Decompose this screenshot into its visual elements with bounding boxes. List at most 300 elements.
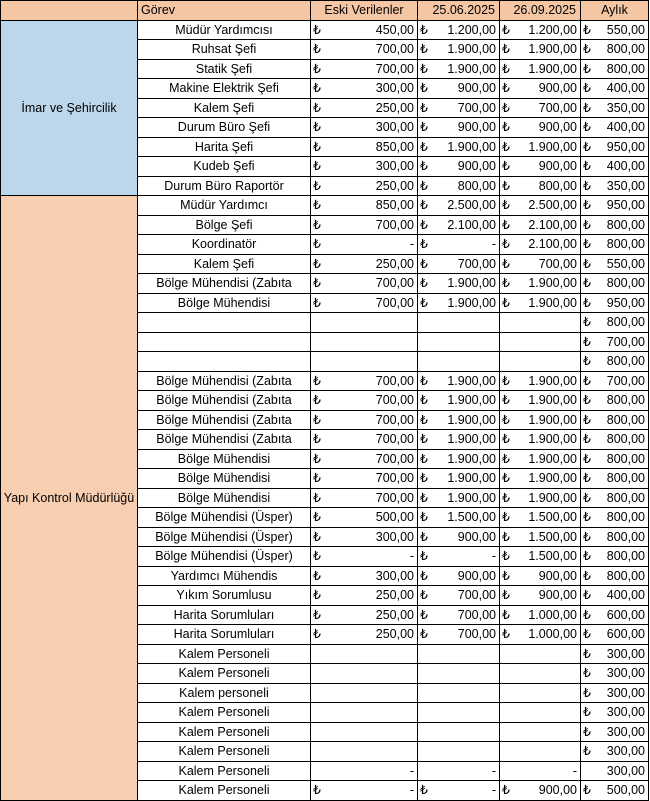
aylik-cell	[581, 430, 649, 450]
amount-value: 800,00	[606, 529, 645, 544]
eski-cell	[311, 313, 418, 333]
currency-symbol: ₺	[583, 783, 591, 798]
amount-value: 1.900,00	[447, 393, 496, 408]
eski-cell	[311, 742, 418, 762]
currency-symbol: ₺	[502, 276, 510, 291]
aylik-cell	[581, 79, 649, 99]
amount-value: 400,00	[606, 120, 645, 135]
amount-value: 2.500,00	[528, 198, 577, 213]
eski-cell	[311, 644, 418, 664]
aylik-cell	[581, 781, 649, 801]
position-cell: Bölge Mühendisi (Üsper)	[138, 508, 311, 528]
eski-cell	[311, 98, 418, 118]
currency-symbol: ₺	[420, 276, 428, 291]
d1-cell	[418, 488, 500, 508]
aylik-cell	[581, 137, 649, 157]
currency-symbol: ₺	[583, 354, 591, 369]
eski-cell	[311, 781, 418, 801]
amount-value: 2.100,00	[528, 237, 577, 252]
amount-value: 300,00	[606, 685, 645, 700]
currency-symbol: ₺	[502, 61, 510, 76]
currency-symbol: ₺	[313, 295, 321, 310]
amount-value: 400,00	[606, 159, 645, 174]
amount-value: 1.500,00	[528, 510, 577, 525]
amount-value: 950,00	[606, 198, 645, 213]
eski-cell	[311, 722, 418, 742]
d2-cell	[500, 391, 581, 411]
d1-cell	[418, 293, 500, 313]
eski-cell	[311, 508, 418, 528]
currency-symbol: ₺	[420, 588, 428, 603]
d1-cell	[418, 605, 500, 625]
amount-value: 700,00	[606, 334, 645, 349]
amount-value: 500,00	[375, 510, 414, 525]
department-cell: İmar ve Şehircilik	[1, 20, 138, 196]
currency-symbol: ₺	[583, 178, 591, 193]
amount-value: 250,00	[375, 100, 414, 115]
currency-symbol: ₺	[420, 159, 428, 174]
currency-symbol: ₺	[502, 529, 510, 544]
table-row	[1, 20, 649, 40]
d1-cell	[418, 664, 500, 684]
currency-symbol: ₺	[420, 61, 428, 76]
currency-symbol: ₺	[313, 217, 321, 232]
eski-cell	[311, 410, 418, 430]
amount-value: 1.900,00	[528, 42, 577, 57]
amount-value: 250,00	[375, 256, 414, 271]
aylik-cell	[581, 196, 649, 216]
position-cell: Harita Şefi	[138, 137, 311, 157]
currency-symbol: ₺	[583, 568, 591, 583]
currency-symbol: ₺	[583, 334, 591, 349]
position-cell: Yıkım Sorumlusu	[138, 586, 311, 606]
amount-value: 1.500,00	[528, 549, 577, 564]
eski-cell	[311, 254, 418, 274]
currency-symbol: ₺	[502, 510, 510, 525]
d2-cell	[500, 235, 581, 255]
eski-cell	[311, 761, 418, 781]
eski-cell	[311, 157, 418, 177]
amount-value: -	[491, 783, 496, 798]
currency-symbol: ₺	[502, 783, 510, 798]
currency-symbol: ₺	[313, 61, 321, 76]
currency-symbol: ₺	[583, 100, 591, 115]
currency-symbol: ₺	[583, 315, 591, 330]
currency-symbol: ₺	[313, 783, 321, 798]
d1-cell	[418, 391, 500, 411]
eski-cell	[311, 352, 418, 372]
amount-value: 700,00	[375, 432, 414, 447]
currency-symbol: ₺	[502, 217, 510, 232]
currency-symbol: ₺	[502, 198, 510, 213]
d2-cell	[500, 40, 581, 60]
currency-symbol: ₺	[502, 393, 510, 408]
header-gorev: Görev	[138, 1, 311, 21]
aylik-cell	[581, 449, 649, 469]
d1-cell	[418, 644, 500, 664]
currency-symbol: ₺	[313, 120, 321, 135]
amount-value: 700,00	[375, 42, 414, 57]
amount-value: 800,00	[606, 510, 645, 525]
d2-cell	[500, 293, 581, 313]
aylik-cell	[581, 566, 649, 586]
d2-cell	[500, 196, 581, 216]
currency-symbol: ₺	[420, 412, 428, 427]
position-cell: Kalem Personeli	[138, 664, 311, 684]
currency-symbol: ₺	[420, 607, 428, 622]
eski-cell	[311, 176, 418, 196]
position-cell: Bölge Mühendisi	[138, 469, 311, 489]
amount-value: 700,00	[375, 471, 414, 486]
position-cell: Kalem Personeli	[138, 742, 311, 762]
eski-cell	[311, 469, 418, 489]
amount-value: 700,00	[375, 217, 414, 232]
eski-cell	[311, 293, 418, 313]
position-cell: Harita Sorumluları	[138, 625, 311, 645]
amount-value: 700,00	[457, 588, 496, 603]
currency-symbol: ₺	[420, 549, 428, 564]
amount-value: 900,00	[457, 529, 496, 544]
currency-symbol: ₺	[502, 139, 510, 154]
currency-symbol: ₺	[583, 724, 591, 739]
amount-value: -	[491, 549, 496, 564]
aylik-cell	[581, 313, 649, 333]
d2-cell	[500, 79, 581, 99]
aylik-cell	[581, 59, 649, 79]
amount-value: 800,00	[606, 471, 645, 486]
d1-cell	[418, 683, 500, 703]
d1-cell	[418, 157, 500, 177]
aylik-cell	[581, 644, 649, 664]
eski-cell	[311, 586, 418, 606]
currency-symbol: ₺	[313, 256, 321, 271]
amount-value: 950,00	[606, 295, 645, 310]
aylik-cell	[581, 40, 649, 60]
currency-symbol: ₺	[313, 276, 321, 291]
currency-symbol: ₺	[583, 295, 591, 310]
d2-cell	[500, 254, 581, 274]
currency-symbol: ₺	[583, 412, 591, 427]
currency-symbol: ₺	[420, 198, 428, 213]
currency-symbol: ₺	[583, 744, 591, 759]
amount-value: 800,00	[606, 432, 645, 447]
currency-symbol: ₺	[313, 42, 321, 57]
currency-symbol: ₺	[583, 490, 591, 505]
aylik-cell	[581, 625, 649, 645]
currency-symbol: ₺	[420, 120, 428, 135]
position-cell: Ruhsat Şefi	[138, 40, 311, 60]
d1-cell	[418, 566, 500, 586]
d1-cell	[418, 254, 500, 274]
currency-symbol: ₺	[502, 451, 510, 466]
amount-value: 700,00	[375, 276, 414, 291]
currency-symbol: ₺	[420, 256, 428, 271]
d1-cell	[418, 703, 500, 723]
currency-symbol: ₺	[583, 685, 591, 700]
position-cell: Statik Şefi	[138, 59, 311, 79]
amount-value: 700,00	[538, 100, 577, 115]
currency-symbol: ₺	[583, 198, 591, 213]
aylik-cell	[581, 742, 649, 762]
currency-symbol: ₺	[583, 588, 591, 603]
aylik-cell	[581, 274, 649, 294]
amount-value: 1.900,00	[528, 471, 577, 486]
currency-symbol: ₺	[583, 276, 591, 291]
amount-value: 1.900,00	[528, 61, 577, 76]
position-cell: Bölge Mühendisi	[138, 449, 311, 469]
position-cell	[138, 313, 311, 333]
amount-value: 900,00	[538, 159, 577, 174]
amount-value: 250,00	[375, 627, 414, 642]
aylik-cell	[581, 469, 649, 489]
aylik-cell	[581, 293, 649, 313]
aylik-cell	[581, 98, 649, 118]
currency-symbol: ₺	[583, 217, 591, 232]
d1-cell	[418, 215, 500, 235]
amount-value: 400,00	[606, 81, 645, 96]
amount-value: 2.100,00	[528, 217, 577, 232]
amount-value: 450,00	[375, 22, 414, 37]
amount-value: 1.900,00	[528, 139, 577, 154]
amount-value: 1.900,00	[447, 276, 496, 291]
currency-symbol: ₺	[313, 22, 321, 37]
currency-symbol: ₺	[420, 783, 428, 798]
amount-value: 1.900,00	[447, 42, 496, 57]
currency-symbol: ₺	[420, 237, 428, 252]
position-cell: Kalem Şefi	[138, 98, 311, 118]
aylik-cell	[581, 176, 649, 196]
currency-symbol: ₺	[313, 393, 321, 408]
amount-value: 700,00	[457, 627, 496, 642]
amount-value: 1.900,00	[447, 432, 496, 447]
aylik-cell	[581, 508, 649, 528]
amount-value: 1.900,00	[447, 471, 496, 486]
position-cell: Müdür Yardımcısı	[138, 20, 311, 40]
amount-value: 800,00	[606, 568, 645, 583]
amount-value: -	[409, 237, 414, 252]
d2-cell	[500, 469, 581, 489]
d2-cell	[500, 605, 581, 625]
position-cell: Kalem Personeli	[138, 781, 311, 801]
amount-value: 1.200,00	[447, 22, 496, 37]
currency-symbol: ₺	[583, 607, 591, 622]
eski-cell	[311, 59, 418, 79]
currency-symbol: ₺	[583, 646, 591, 661]
currency-symbol: ₺	[313, 568, 321, 583]
currency-symbol: ₺	[420, 627, 428, 642]
amount-value: 1.900,00	[447, 451, 496, 466]
d1-cell	[418, 59, 500, 79]
amount-value: 1.900,00	[447, 139, 496, 154]
d2-cell	[500, 118, 581, 138]
currency-symbol: ₺	[313, 412, 321, 427]
currency-symbol: ₺	[583, 42, 591, 57]
position-cell: Bölge Mühendisi (Zabıta	[138, 274, 311, 294]
currency-symbol: ₺	[583, 471, 591, 486]
eski-cell	[311, 137, 418, 157]
position-cell: Bölge Mühendisi (Üsper)	[138, 547, 311, 567]
currency-symbol: ₺	[313, 432, 321, 447]
d2-cell	[500, 586, 581, 606]
table-row	[1, 196, 649, 216]
currency-symbol: ₺	[583, 432, 591, 447]
amount-value: 900,00	[538, 568, 577, 583]
currency-symbol: ₺	[583, 393, 591, 408]
currency-symbol: ₺	[583, 256, 591, 271]
currency-symbol: ₺	[583, 705, 591, 720]
currency-symbol: ₺	[502, 412, 510, 427]
amount-value: 800,00	[538, 178, 577, 193]
amount-value: 300,00	[606, 646, 645, 661]
position-cell: Bölge Mühendisi (Zabıta	[138, 391, 311, 411]
d1-cell	[418, 235, 500, 255]
d2-cell	[500, 430, 581, 450]
amount-value: 350,00	[606, 100, 645, 115]
currency-symbol: ₺	[420, 451, 428, 466]
d1-cell	[418, 527, 500, 547]
header-eski: Eski Verilenler	[311, 1, 418, 21]
position-cell: Durum Büro Şefi	[138, 118, 311, 138]
amount-value: 250,00	[375, 607, 414, 622]
aylik-cell	[581, 118, 649, 138]
position-cell	[138, 332, 311, 352]
position-cell: Kalem personeli	[138, 683, 311, 703]
amount-value: 700,00	[375, 412, 414, 427]
d1-cell	[418, 430, 500, 450]
header-blank	[1, 1, 138, 21]
currency-symbol: ₺	[313, 529, 321, 544]
aylik-cell	[581, 391, 649, 411]
aylik-cell	[581, 254, 649, 274]
d1-cell	[418, 742, 500, 762]
amount-value: 1.900,00	[528, 432, 577, 447]
aylik-cell	[581, 683, 649, 703]
eski-cell	[311, 371, 418, 391]
currency-symbol: ₺	[502, 490, 510, 505]
d1-cell	[418, 761, 500, 781]
amount-value: 1.500,00	[528, 529, 577, 544]
amount-value: 600,00	[606, 607, 645, 622]
currency-symbol: ₺	[313, 588, 321, 603]
currency-symbol: ₺	[583, 373, 591, 388]
d2-cell	[500, 644, 581, 664]
amount-value: 1.900,00	[447, 412, 496, 427]
amount-value: -	[409, 549, 414, 564]
d1-cell	[418, 449, 500, 469]
currency-symbol: ₺	[502, 607, 510, 622]
department-cell: Yapı Kontrol Müdürlüğü	[1, 196, 138, 801]
position-cell: Bölge Mühendisi (Zabıta	[138, 371, 311, 391]
amount-value: 1.000,00	[528, 627, 577, 642]
amount-value: 800,00	[606, 549, 645, 564]
d2-cell	[500, 625, 581, 645]
currency-symbol: ₺	[583, 451, 591, 466]
amount-value: 700,00	[457, 100, 496, 115]
amount-value: 300,00	[606, 705, 645, 720]
position-cell: Kalem Şefi	[138, 254, 311, 274]
d1-cell	[418, 469, 500, 489]
position-cell: Bölge Mühendisi (Üsper)	[138, 527, 311, 547]
currency-symbol: ₺	[502, 42, 510, 57]
position-cell: Kalem Personeli	[138, 644, 311, 664]
d1-cell	[418, 313, 500, 333]
d2-cell	[500, 488, 581, 508]
eski-cell	[311, 79, 418, 99]
currency-symbol: ₺	[420, 490, 428, 505]
aylik-cell	[581, 410, 649, 430]
d2-cell	[500, 761, 581, 781]
position-cell: Durum Büro Raportör	[138, 176, 311, 196]
aylik-cell	[581, 547, 649, 567]
eski-cell	[311, 625, 418, 645]
currency-symbol: ₺	[502, 588, 510, 603]
d1-cell	[418, 781, 500, 801]
d1-cell	[418, 625, 500, 645]
d1-cell	[418, 40, 500, 60]
d1-cell	[418, 410, 500, 430]
amount-value: 1.900,00	[528, 490, 577, 505]
currency-symbol: ₺	[420, 510, 428, 525]
amount-value: 800,00	[606, 315, 645, 330]
eski-cell	[311, 683, 418, 703]
amount-value: 300,00	[375, 529, 414, 544]
position-cell: Bölge Şefi	[138, 215, 311, 235]
currency-symbol: ₺	[420, 393, 428, 408]
amount-value: 250,00	[375, 588, 414, 603]
currency-symbol: ₺	[502, 237, 510, 252]
amount-value: 600,00	[606, 627, 645, 642]
eski-cell	[311, 332, 418, 352]
amount-value: -	[491, 763, 496, 778]
currency-symbol: ₺	[583, 627, 591, 642]
aylik-cell	[581, 761, 649, 781]
amount-value: 900,00	[538, 120, 577, 135]
amount-value: 800,00	[606, 451, 645, 466]
eski-cell	[311, 20, 418, 40]
amount-value: 700,00	[375, 295, 414, 310]
amount-value: 900,00	[538, 783, 577, 798]
amount-value: 700,00	[375, 393, 414, 408]
currency-symbol: ₺	[502, 471, 510, 486]
currency-symbol: ₺	[502, 81, 510, 96]
eski-cell	[311, 527, 418, 547]
d1-cell	[418, 20, 500, 40]
d2-cell	[500, 742, 581, 762]
amount-value: 950,00	[606, 139, 645, 154]
currency-symbol: ₺	[502, 549, 510, 564]
eski-cell	[311, 547, 418, 567]
currency-symbol: ₺	[420, 471, 428, 486]
position-cell: Bölge Mühendisi (Zabıta	[138, 410, 311, 430]
currency-symbol: ₺	[420, 295, 428, 310]
currency-symbol: ₺	[502, 256, 510, 271]
position-cell: Yardımcı Mühendis	[138, 566, 311, 586]
d2-cell	[500, 508, 581, 528]
aylik-cell	[581, 352, 649, 372]
amount-value: 400,00	[606, 588, 645, 603]
d1-cell	[418, 722, 500, 742]
d1-cell	[418, 508, 500, 528]
amount-value: 700,00	[457, 607, 496, 622]
eski-cell	[311, 391, 418, 411]
d2-cell	[500, 352, 581, 372]
d2-cell	[500, 410, 581, 430]
amount-value: 2.500,00	[447, 198, 496, 213]
amount-value: 550,00	[606, 22, 645, 37]
amount-value: 1.500,00	[447, 510, 496, 525]
currency-symbol: ₺	[313, 627, 321, 642]
aylik-cell	[581, 157, 649, 177]
